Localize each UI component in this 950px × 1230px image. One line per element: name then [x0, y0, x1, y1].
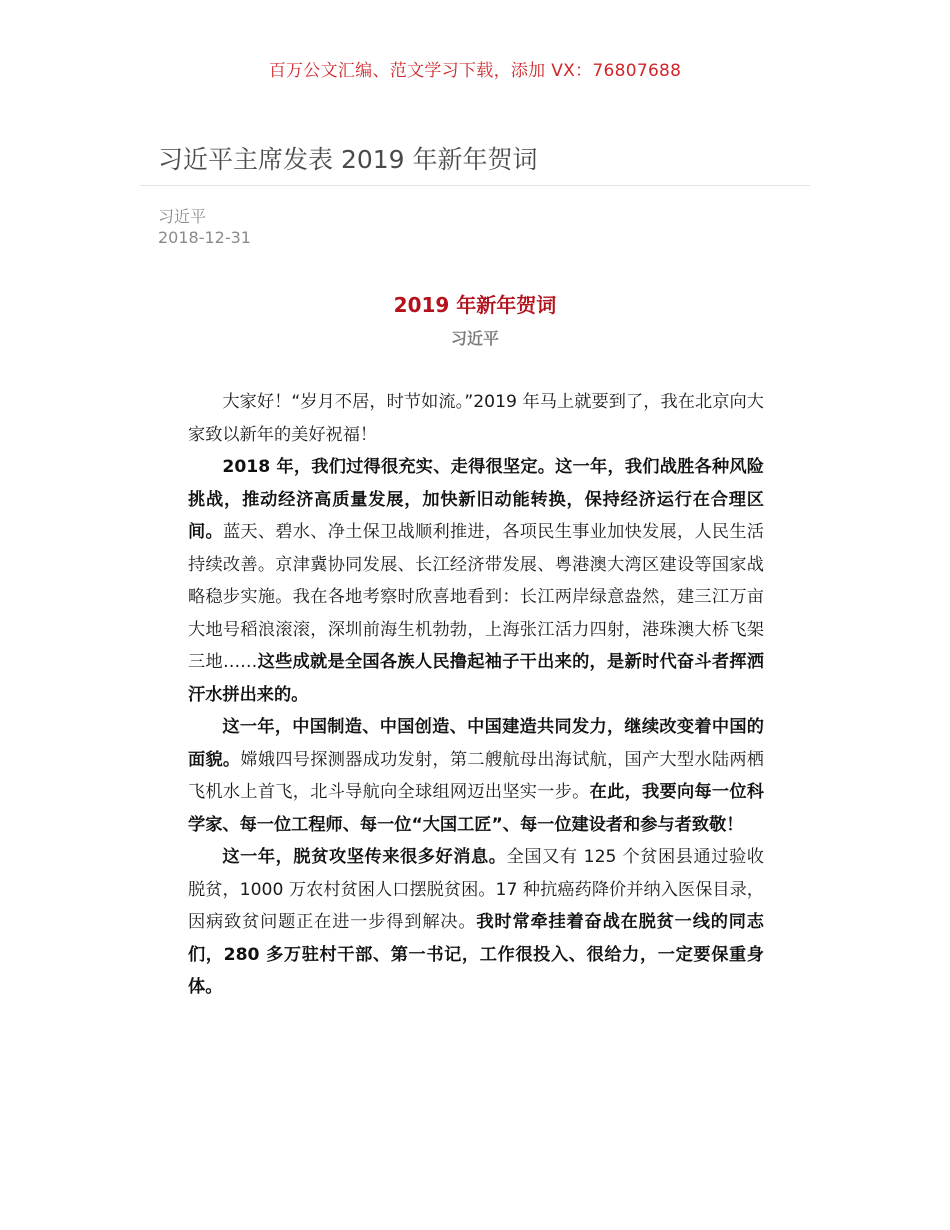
publish-date: 2018-12-31 [158, 228, 251, 247]
text-run: 全国又有 125 个贫困县通过验收脱贫，1000 万农村贫困人口摆脱贫困。17 种抗癌药降价并纳入医保目录，因病致贫问题正在进一步得到解决。 [188, 847, 764, 932]
document-title: 2019 年新年贺词 [393, 293, 557, 317]
text-run: 蓝天、碧水、净土保卫战顺利推进，各项民生事业加快发展，人民生活持续改善。京津冀协同发展、长江经济带发展、粤港澳大湾区建设等国家战略稳步实施。我在各地考察时欣喜地看到：长江两岸绿意盎然，建三江万亩大地号稻浪滚滚，深圳前海生机勃勃，上海张江活力四射，港珠澳大桥飞架三地…… [188, 522, 764, 672]
author-name: 习近平 [158, 207, 207, 226]
bold-text-run: 这些成就是全国各族人民撸起袖子干出来的，是新时代奋斗者挥洒汗水拼出来的。 [188, 652, 764, 705]
paragraph [188, 711, 764, 841]
bold-text-run: 在此，我要向每一位科学家、每一位工程师、每一位“大国工匠”、每一位建设者和参与者致敬！ [188, 782, 764, 835]
paragraph [188, 386, 764, 451]
document-author: 习近平 [450, 329, 499, 348]
page-title: 习近平主席发表 2019 年新年贺词 [158, 145, 538, 174]
bold-text-run: 这一年，中国制造、中国创造、中国建造共同发力，继续改变着中国的面貌。 [188, 717, 764, 770]
text-run: 嫦娥四号探测器成功发射，第二艘航母出海试航，国产大型水陆两栖飞机水上首飞，北斗导航向全球组网迈出坚实一步。 [188, 749, 764, 802]
paragraph [188, 451, 764, 711]
document-body [188, 386, 764, 1004]
download-banner: 百万公文汇编、范文学习下载，添加 VX：76807688 [268, 61, 682, 81]
bold-text-run: 2018 年，我们过得很充实、走得很坚定。这一年，我们战胜各种风险挑战，推动经济高质量发展，加快新旧动能转换，保持经济运行在合理区间。 [188, 457, 764, 542]
bold-text-run: 我时常牵挂着奋战在脱贫一线的同志们，280 多万驻村干部、第一书记，工作很投入、很给力，一定要保重身体。 [188, 912, 764, 997]
paragraph [188, 841, 764, 1004]
text-run: 大家好！“岁月不居，时节如流。”2019 年马上就要到了，我在北京向大家致以新年的美好祝福！ [188, 392, 764, 445]
bold-text-run: 这一年，脱贫攻坚传来很多好消息。 [222, 847, 507, 867]
title-divider [140, 185, 810, 186]
